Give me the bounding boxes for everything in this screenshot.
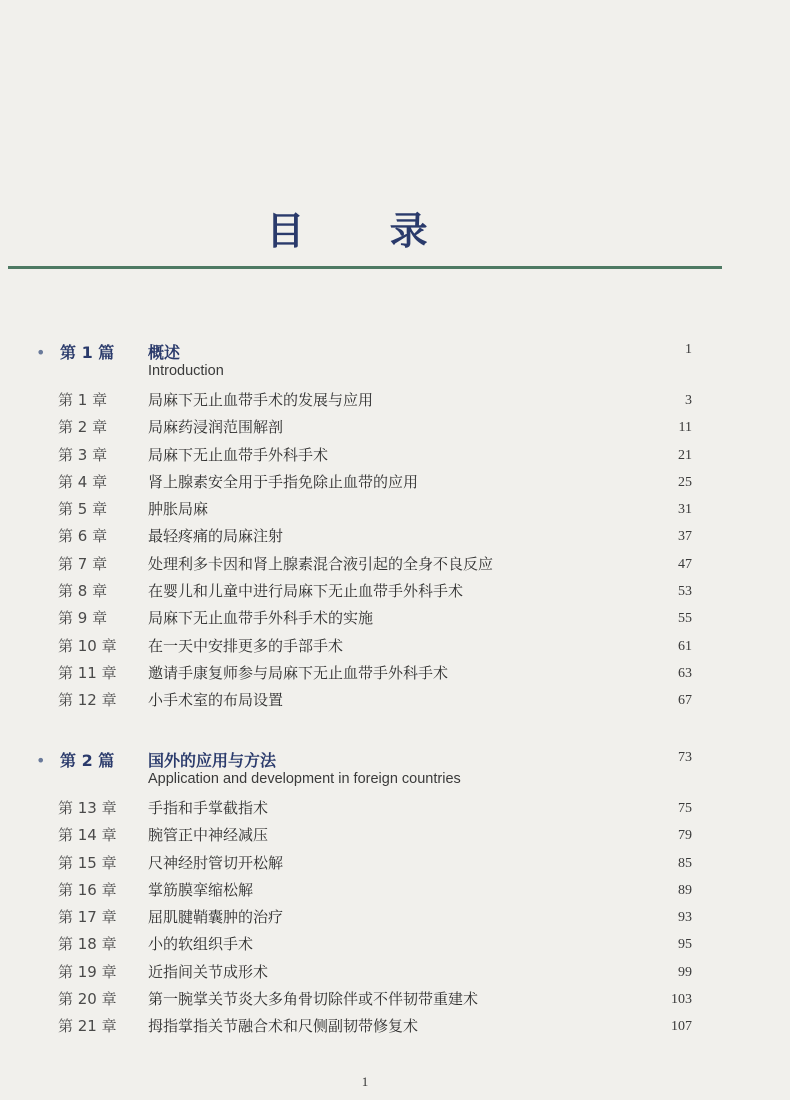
toc-entry[interactable] [0,442,790,469]
chapter-title: 腕管正中神经减压 [148,826,269,845]
chapter-title: 处理利多卡因和肾上腺素混合液引起的全身不良反应 [148,554,494,573]
toc-entry[interactable] [0,986,790,1013]
bullet-icon: • [36,343,46,362]
chapter-page: 95 [678,937,692,953]
toc-entry[interactable] [0,931,790,958]
part-title: 概述 [148,343,181,362]
title-divider [8,266,722,269]
chapter-label: 第 8 章 [58,582,108,601]
toc-entry[interactable] [0,605,790,632]
chapter-title: 小手术室的布局设置 [148,691,284,710]
part-page-number: 73 [678,750,692,765]
page-title: 目 录 [266,208,464,253]
chapter-label: 第 11 章 [58,663,117,682]
chapter-page: 63 [678,665,692,681]
chapter-page: 31 [678,502,692,518]
chapter-title: 屈肌腱鞘囊肿的治疗 [148,908,284,927]
chapter-label: 第 2 章 [58,418,108,437]
part-label: 第 1 篇 [60,343,115,362]
chapter-label: 第 16 章 [58,880,117,899]
chapter-label: 第 9 章 [58,609,108,628]
chapter-label: 第 7 章 [58,554,108,573]
chapter-label: 第 12 章 [58,691,117,710]
toc-entry[interactable] [0,578,790,605]
chapter-page: 79 [678,828,692,844]
chapter-page: 53 [678,584,692,600]
chapter-title: 在婴儿和儿童中进行局麻下无止血带手外科手术 [148,582,464,601]
chapter-page: 11 [678,420,692,436]
chapter-page: 89 [678,882,692,898]
toc-entry[interactable] [0,822,790,849]
toc-entry[interactable] [0,633,790,660]
chapter-page: 25 [678,474,692,490]
chapter-title: 局麻下无止血带手外科手术的实施 [148,609,374,628]
page-number: 1 [361,1074,369,1089]
toc-entry[interactable] [0,387,790,414]
chapter-label: 第 19 章 [58,962,117,981]
chapter-page: 99 [678,964,692,980]
chapter-page: 3 [685,393,692,408]
chapter-page: 107 [671,1019,692,1035]
toc-entry[interactable] [0,414,790,441]
chapter-label: 第 10 章 [58,636,117,655]
toc-entry[interactable] [0,959,790,986]
toc-entry[interactable] [0,687,790,714]
toc-entry[interactable] [0,523,790,550]
chapter-page: 93 [678,910,692,926]
chapter-label: 第 4 章 [58,472,108,491]
chapter-page: 61 [678,638,692,654]
chapter-title: 第一腕掌关节炎大多角骨切除伴或不伴韧带重建术 [148,990,479,1009]
chapter-page: 55 [678,611,692,627]
part-2-heading[interactable] [0,748,790,794]
chapter-label: 第 13 章 [58,799,117,817]
chapter-title: 掌筋膜挛缩松解 [148,880,254,899]
part-title: 国外的应用与方法 [148,751,277,770]
chapter-label: 第 15 章 [58,853,117,872]
chapter-title: 局麻药浸润范围解剖 [148,418,284,437]
toc-entry[interactable] [0,850,790,877]
toc-entry[interactable] [0,1013,790,1040]
chapter-label: 第 5 章 [58,500,108,519]
toc-entry[interactable] [0,469,790,496]
chapter-title: 肿胀局麻 [148,500,209,519]
toc-entry[interactable] [0,551,790,578]
chapter-label: 第 3 章 [58,445,108,464]
part-page-number: 1 [685,342,692,357]
chapter-title: 拇指掌指关节融合术和尺侧副韧带修复术 [148,1017,419,1036]
chapter-title: 最轻疼痛的局麻注射 [148,527,284,546]
part-subtitle: Application and development in foreign countries [148,771,461,787]
toc-entry[interactable] [0,795,790,822]
chapter-page: 75 [678,801,692,816]
chapter-title: 肾上腺素安全用于手指免除止血带的应用 [148,472,419,491]
chapter-title: 尺神经肘管切开松解 [148,853,284,872]
part-1-heading[interactable] [0,340,790,386]
chapter-title: 手指和手掌截指术 [148,799,269,817]
chapter-page: 103 [671,992,692,1008]
chapter-label: 第 14 章 [58,826,117,845]
bullet-icon: • [36,751,46,770]
chapter-label: 第 21 章 [58,1017,117,1036]
chapter-page: 67 [678,693,692,709]
chapter-page: 37 [678,529,692,545]
chapter-label: 第 20 章 [58,990,117,1009]
chapter-title: 在一天中安排更多的手部手术 [148,636,344,655]
toc-entry[interactable] [0,660,790,687]
chapter-title: 近指间关节成形术 [148,962,269,981]
toc-entry[interactable] [0,496,790,523]
chapter-label: 第 17 章 [58,908,117,927]
chapter-page: 21 [678,447,692,463]
chapter-label: 第 1 章 [58,391,108,409]
chapter-title: 小的软组织手术 [148,935,254,954]
chapter-page: 85 [678,855,692,871]
chapter-title: 邀请手康复师参与局麻下无止血带手外科手术 [148,663,449,682]
part-2-chapter-list [0,795,790,1041]
part-1-chapter-list [0,387,790,715]
chapter-title: 局麻下无止血带手外科手术 [148,445,329,464]
toc-entry[interactable] [0,877,790,904]
chapter-label: 第 6 章 [58,527,108,546]
part-subtitle: Introduction [148,363,224,379]
toc-entry[interactable] [0,904,790,931]
chapter-page: 47 [678,556,692,572]
chapter-label: 第 18 章 [58,935,117,954]
part-label: 第 2 篇 [60,751,115,770]
chapter-title: 局麻下无止血带手术的发展与应用 [148,391,374,409]
